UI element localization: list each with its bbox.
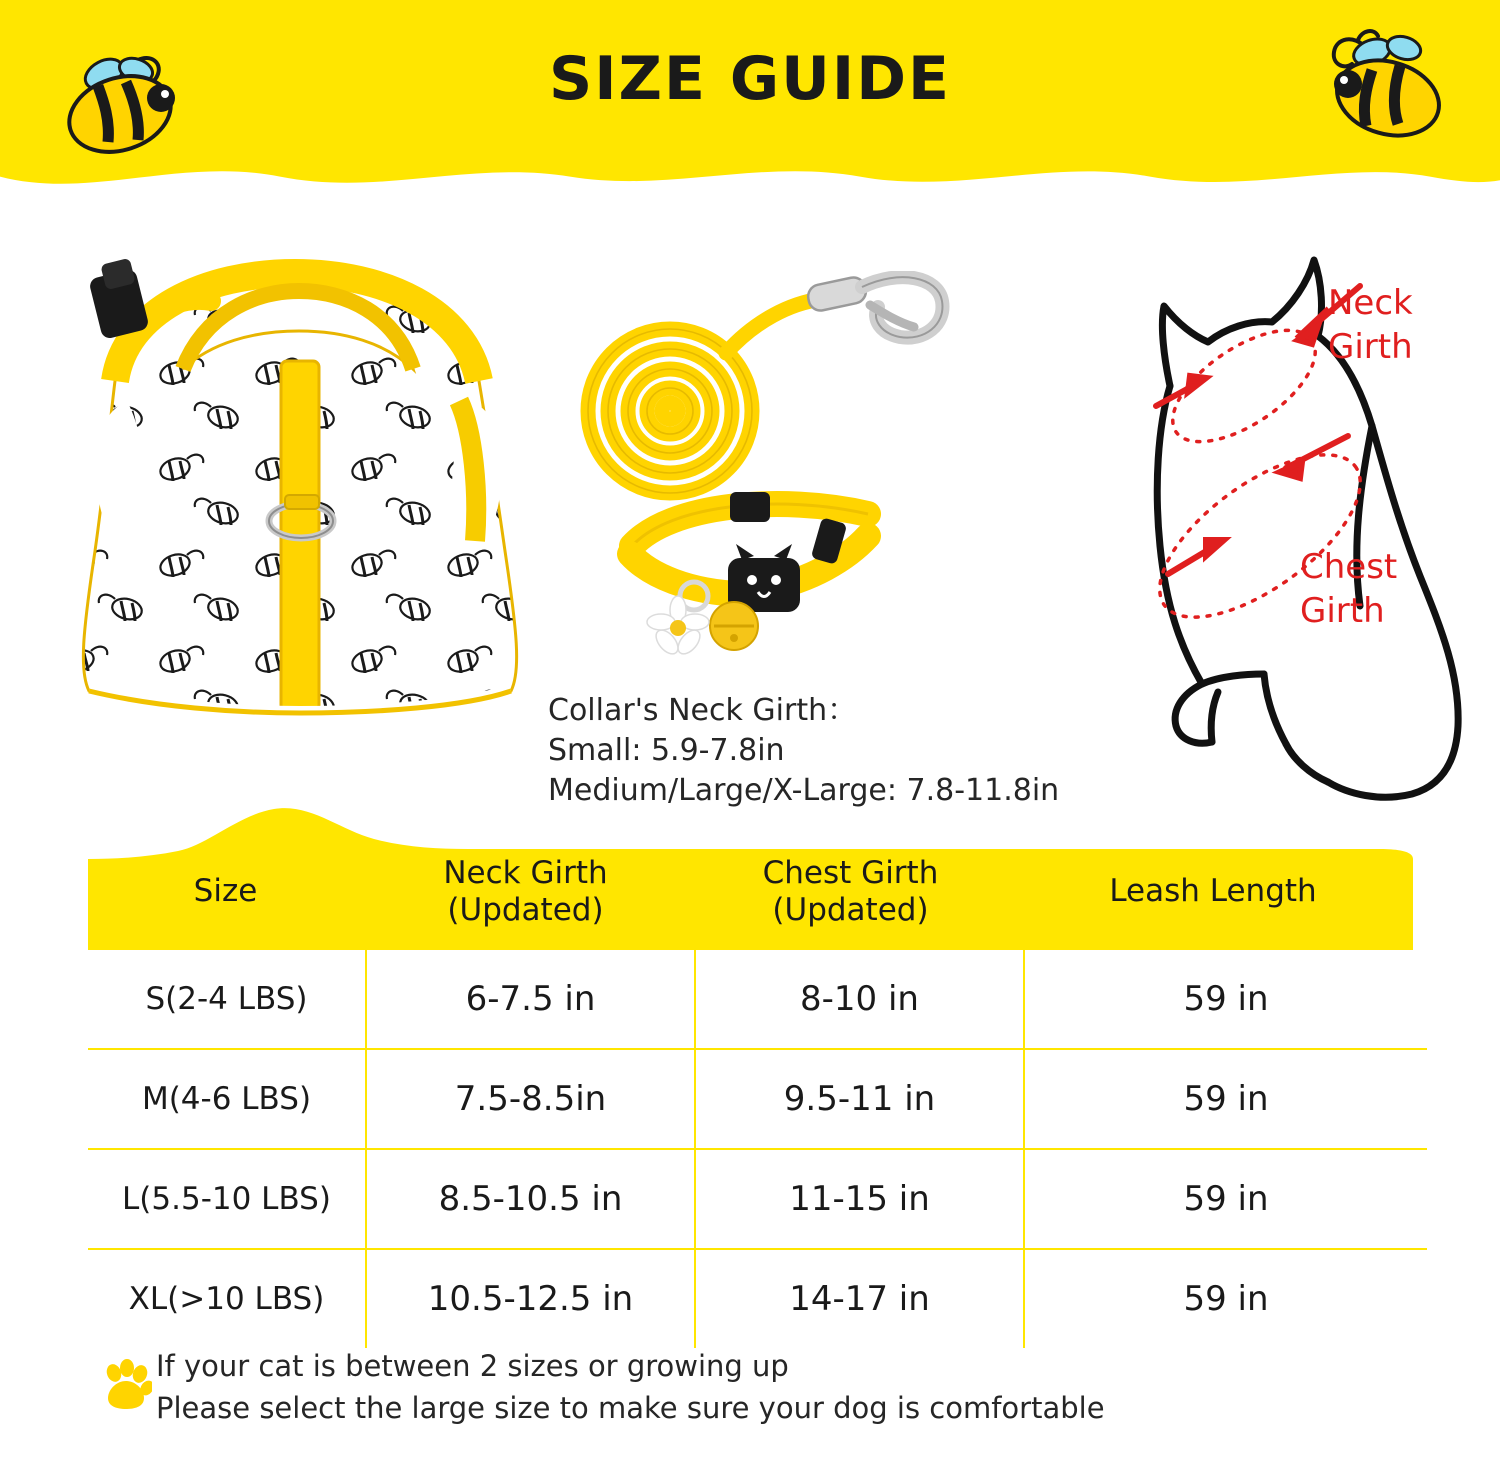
cell-chest: 9.5-11 in bbox=[695, 1049, 1024, 1149]
cell-leash: 59 in bbox=[1024, 1049, 1427, 1149]
harness-image bbox=[55, 251, 545, 755]
column-header-size-line1: Size bbox=[193, 873, 258, 909]
footnote-line-2: Please select the large size to make sure your dog is comfortable bbox=[156, 1391, 1105, 1426]
neck-girth-label-line2: Girth bbox=[1328, 327, 1413, 367]
collar-note-line-1: Collar's Neck Girth： bbox=[548, 693, 858, 728]
cell-size: M(4-6 LBS) bbox=[88, 1049, 366, 1149]
collar-image bbox=[610, 476, 910, 670]
neck-girth-label-line1: Neck bbox=[1328, 283, 1413, 323]
cell-size: XL(>10 LBS) bbox=[88, 1249, 366, 1348]
cat-measurement-diagram bbox=[1060, 186, 1480, 850]
cell-neck: 7.5-8.5in bbox=[366, 1049, 695, 1149]
footnote bbox=[96, 1345, 1436, 1429]
cell-leash: 59 in bbox=[1024, 950, 1427, 1049]
cell-leash: 59 in bbox=[1024, 1149, 1427, 1249]
collar-note-line-2: Small: 5.9-7.8in bbox=[548, 732, 785, 768]
cell-size: S(2-4 LBS) bbox=[88, 950, 366, 1049]
cell-neck: 10.5-12.5 in bbox=[366, 1249, 695, 1348]
collar-neck-girth-note bbox=[548, 691, 1059, 811]
column-header-leash bbox=[1013, 855, 1413, 928]
bee-icon bbox=[58, 38, 198, 182]
cell-chest: 14-17 in bbox=[695, 1249, 1024, 1348]
header-banner bbox=[0, 0, 1500, 196]
column-header-neck bbox=[363, 855, 688, 928]
cell-neck: 8.5-10.5 in bbox=[366, 1149, 695, 1249]
column-header-chest bbox=[688, 855, 1013, 928]
cell-chest: 8-10 in bbox=[695, 950, 1024, 1049]
cell-size: L(5.5-10 LBS) bbox=[88, 1149, 366, 1249]
column-header-leash-line1: Leash Length bbox=[1109, 873, 1317, 909]
footnote-text bbox=[156, 1345, 1105, 1429]
column-header-chest-line2: (Updated) bbox=[772, 891, 929, 928]
column-header-neck-line2: (Updated) bbox=[447, 891, 604, 928]
table-row bbox=[88, 1249, 1427, 1348]
page-title: SIZE GUIDE bbox=[548, 44, 951, 114]
collar-note-line-3: Medium/Large/X-Large: 7.8-11.8in bbox=[548, 772, 1060, 808]
table-row bbox=[88, 1149, 1427, 1249]
bee-icon bbox=[1300, 18, 1450, 172]
column-header-chest-line1: Chest Girth bbox=[762, 855, 939, 891]
table-header bbox=[88, 795, 1413, 950]
leash-image bbox=[540, 271, 960, 505]
chest-girth-label-line1: Chest bbox=[1300, 547, 1398, 587]
chest-girth-label-line2: Girth bbox=[1300, 591, 1385, 631]
product-images-section bbox=[0, 196, 1500, 826]
cell-neck: 6-7.5 in bbox=[366, 950, 695, 1049]
table-row bbox=[88, 950, 1427, 1049]
table-row bbox=[88, 1049, 1427, 1149]
column-header-size bbox=[88, 855, 363, 928]
column-header-neck-line1: Neck Girth bbox=[443, 855, 608, 891]
cell-leash: 59 in bbox=[1183, 1279, 1269, 1319]
size-table-body bbox=[88, 950, 1427, 1348]
cell-chest: 11-15 in bbox=[695, 1149, 1024, 1249]
size-table bbox=[88, 795, 1413, 1348]
paw-icon bbox=[96, 1359, 156, 1415]
footnote-line-1: If your cat is between 2 sizes or growing up bbox=[156, 1349, 789, 1383]
